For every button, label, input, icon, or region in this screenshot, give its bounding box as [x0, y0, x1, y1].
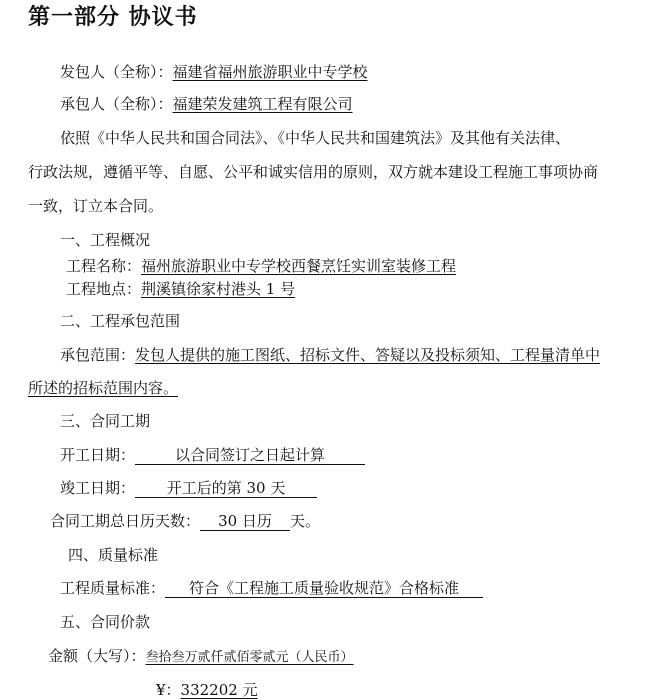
scope-value-line-2: 所述的招标范围内容。: [28, 379, 179, 397]
project-location-label: 工程地点：: [66, 280, 142, 298]
contractor-row: [60, 94, 353, 114]
start-date-value: 以合同签订之日起计算: [135, 446, 365, 465]
amount-words-label: 金额（大写）：: [48, 647, 146, 665]
quality-row: [60, 578, 483, 598]
project-name-label: 工程名称：: [66, 257, 142, 275]
scope-label: 承包范围：: [60, 346, 136, 364]
project-location-row: [66, 279, 295, 299]
project-name-value: 福州旅游职业中专学校西餐烹饪实训室装修工程: [141, 257, 457, 275]
amount-words-value: 叁拾叁万贰仟贰佰零贰元（人民币）: [145, 650, 354, 665]
employer-row: [60, 62, 368, 82]
preamble-line-3: 一致，订立本合同。: [28, 197, 164, 215]
total-days-suffix: 天。: [290, 512, 321, 530]
end-date-label: 竣工日期：: [60, 479, 136, 497]
end-date-value: 开工后的第 30 天: [135, 479, 317, 498]
quality-value: 符合《工程施工质量验收规范》合格标准: [165, 579, 483, 598]
amount-number-row: [156, 680, 258, 700]
employer-name: 福建省福州旅游职业中专学校: [172, 63, 368, 81]
total-days-value: 30 日历: [200, 512, 290, 531]
project-location-value: 荆溪镇徐家村港头 1 号: [141, 280, 296, 298]
page-title: 第一部分 协议书: [28, 5, 198, 30]
employer-label: 发包人（全称）：: [60, 63, 173, 81]
total-days-label: 合同工期总日历天数：: [50, 512, 201, 530]
contractor-label: 承包人（全称）：: [60, 95, 173, 113]
section-4-heading: 四、质量标准: [68, 546, 159, 564]
section-2-heading: 二、工程承包范围: [60, 312, 181, 330]
scope-value-line-1: 发包人提供的施工图纸、招标文件、答疑以及投标须知、工程量清单中: [135, 346, 601, 364]
start-date-label: 开工日期：: [60, 446, 136, 464]
project-name-row: [66, 256, 456, 276]
amount-number-value: 332202 元: [180, 681, 258, 699]
amount-words-row: [48, 646, 354, 668]
contractor-name: 福建荣发建筑工程有限公司: [172, 95, 353, 113]
start-date-row: [60, 445, 365, 465]
total-days-row: [50, 511, 320, 531]
section-5-heading: 五、合同价款: [60, 613, 151, 631]
section-3-heading: 三、合同工期: [60, 412, 151, 430]
preamble-line-2: 行政法规，遵循平等、自愿、公平和诚实信用的原则，双方就本建设工程施工事项协商: [28, 163, 599, 181]
preamble-line-1: 依照《中华人民共和国合同法》、《中华人民共和国建筑法》及其他有关法律、: [60, 129, 571, 147]
quality-label: 工程质量标准：: [60, 579, 166, 597]
amount-symbol: ¥：: [156, 681, 181, 699]
end-date-row: [60, 478, 317, 498]
scope-row: [60, 345, 600, 365]
section-1-heading: 一、工程概况: [60, 231, 151, 249]
